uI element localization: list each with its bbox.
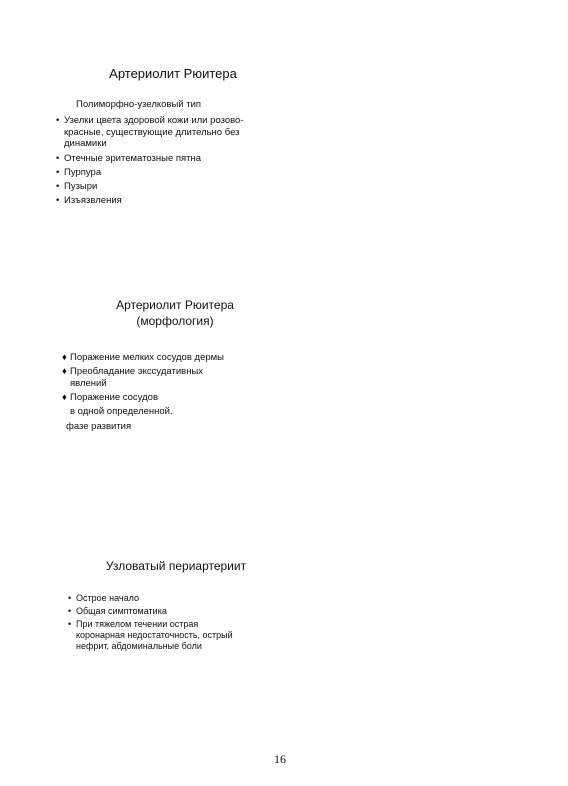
bullet-marker: •: [68, 593, 72, 603]
bullet-marker: •: [56, 153, 60, 164]
page-number: 16: [274, 752, 286, 766]
slide-2-title-line-1: Артериолит Рюитера: [116, 298, 234, 312]
bullet-marker: •: [56, 195, 60, 206]
slide-1-bullet: • Отечные эритематозные пятна: [56, 153, 202, 164]
bullet-marker: •: [56, 167, 60, 178]
slide-1-bullet: • Пурпура: [56, 167, 102, 178]
slide-3-bullet: • При тяжелом течении острая коронарная недостаточность, острый нефрит, абдоминальные боли: [68, 619, 233, 651]
diamond-marker: ♦: [62, 366, 67, 377]
slide-1-bullet: • Пузыри: [56, 181, 98, 192]
slide-2-last-line: фазе развития: [66, 421, 132, 432]
diamond-marker: ♦: [62, 392, 67, 403]
diamond-marker: ♦: [62, 352, 67, 363]
bullet-marker: •: [68, 606, 72, 616]
slide-1-bullet: • Узелки цвета здоровой кожи или розово- красные, существующие длительно без динамики: [56, 115, 244, 149]
slide-2-bullet: ♦ Поражение мелких сосудов дермы: [62, 352, 224, 363]
slide-3-bullet: • Общая симптоматика: [68, 606, 167, 616]
slide-1-bullet: • Изъязвления: [56, 195, 122, 206]
slide-2-title: [100, 297, 250, 329]
slide-2-bullet: ♦ Поражение сосудов: [62, 392, 158, 403]
slide-3-title: Узловатый периартериит: [105, 559, 247, 573]
slide-2-continuation: в одной определенной.: [70, 406, 173, 417]
bullet-marker: •: [68, 619, 72, 629]
slide-3-bullet: • Острое начало: [68, 593, 139, 603]
bullet-marker: •: [56, 115, 60, 126]
slide-2-title-line-2: (морфология): [136, 314, 214, 328]
slide-2-bullet: ♦ Преобладание экссудативных явлений: [62, 366, 204, 389]
bullet-marker: •: [56, 181, 60, 192]
slide-1-subtitle: Полиморфно-узелковый тип: [76, 99, 202, 110]
slide-1-title: Артериолит Рюитера: [109, 66, 237, 81]
